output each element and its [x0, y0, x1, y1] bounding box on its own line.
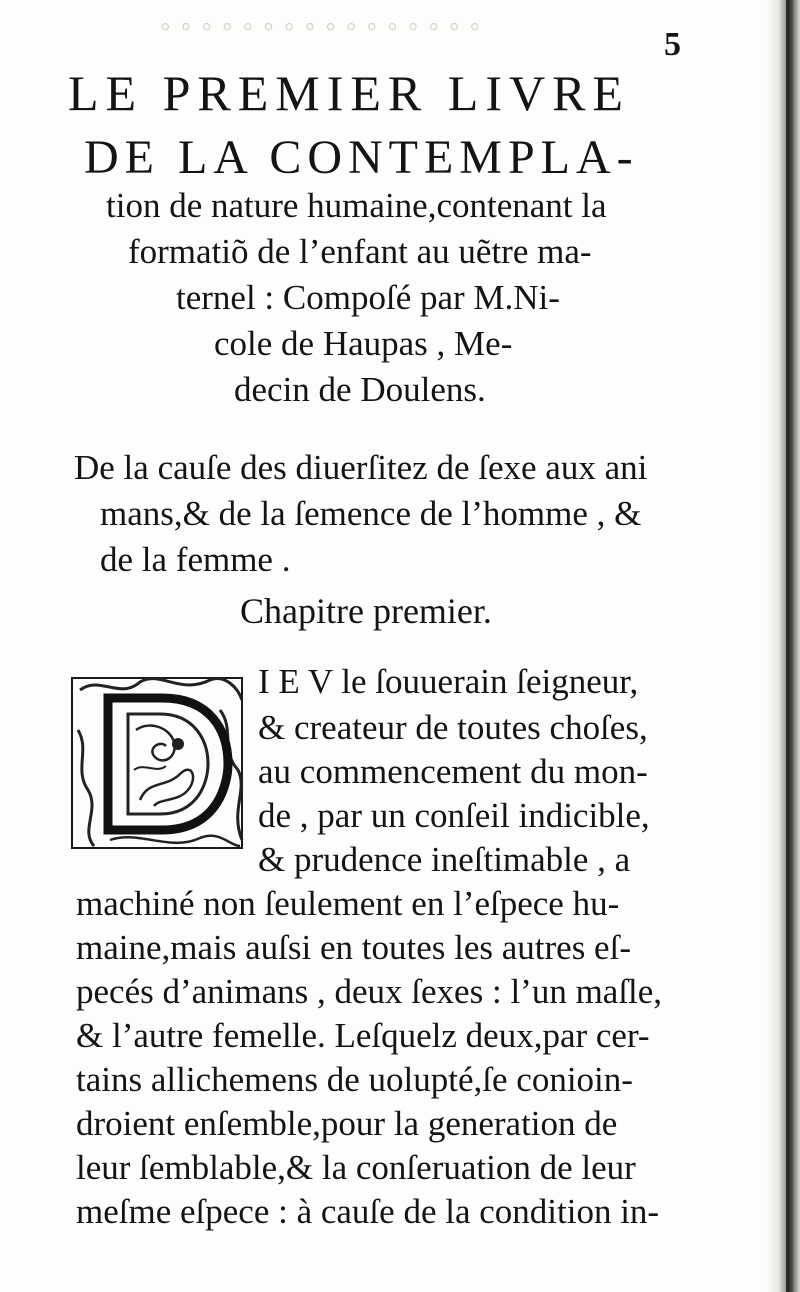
body-line: droient enſemble,pour la generation de [76, 1104, 618, 1143]
svg-text:D: D [70, 670, 71, 671]
chapter-label: Chapitre premier. [240, 591, 492, 631]
show-through-text: ◦◦◦◦◦◦◦◦◦◦◦◦◦◦◦◦ [150, 10, 481, 43]
chapter-heading-line: De la cauſe des diuerſitez de ſexe aux ani [74, 448, 648, 487]
body-line: & createur de toutes choſes, [258, 708, 648, 747]
subtitle-line: formatiõ de l’enfant au uẽtre ma- [128, 232, 592, 271]
subtitle-line: cole de Haupas , Me- [214, 324, 513, 363]
chapter-heading-line: mans,& de la ſemence de l’homme , & [100, 494, 642, 533]
body-line: & l’autre femelle. Leſquelz deux,par cer- [76, 1016, 650, 1055]
subtitle-line: tion de nature humaine,contenant la [106, 186, 607, 225]
body-line: au commencement du mon- [258, 752, 648, 791]
body-line: & prudence ineſtimable , a [258, 840, 631, 879]
body-line: machiné non ſeulement en l’eſpece hu- [76, 884, 620, 923]
body-line: de , par un conſeil indicible, [258, 796, 650, 835]
book-title-line-2: DE LA CONTEMPLA- [84, 131, 639, 184]
subtitle-line: decin de Doulens. [234, 370, 486, 409]
body-line: maine,mais auſsi en toutes les autres eſ- [76, 928, 631, 967]
body-line: meſme eſpece : à cauſe de la condition in- [76, 1192, 660, 1231]
book-title-line-1: LE PREMIER LIVRE [68, 65, 630, 121]
body-line: leur ſemblable,& la conſeruation de leur [76, 1148, 636, 1187]
chapter-heading-line: de la femme . [100, 540, 291, 579]
page-binding-edge [766, 0, 800, 1292]
page-number: 5 [664, 26, 681, 63]
subtitle-line: ternel : Compoſé par M.Ni- [176, 278, 560, 317]
body-line: pecés d’animans , deux ſexes : l’un maſle, [76, 972, 663, 1011]
page-edge-shadow [786, 0, 790, 1292]
body-line: I E V le ſouuerain ſeigneur, [258, 662, 639, 701]
ornamental-drop-cap [70, 670, 250, 856]
body-line: tains allichemens de uolupté,ſe conioin- [76, 1060, 633, 1099]
